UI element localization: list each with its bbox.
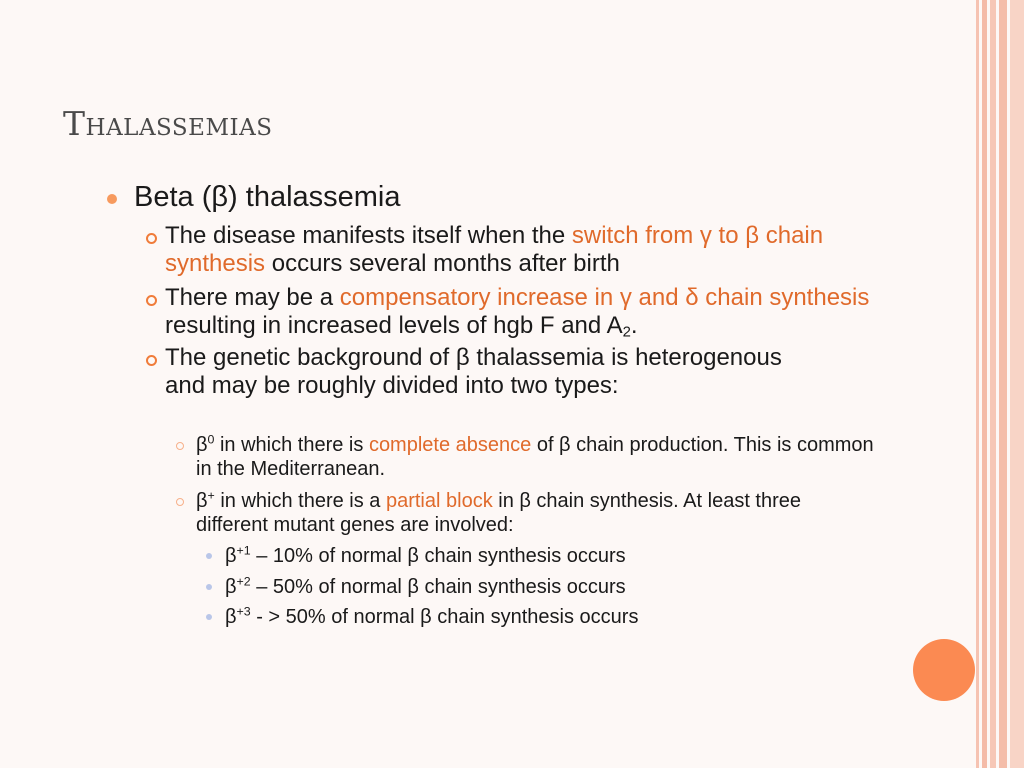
beta-symbol: β [196,434,208,456]
bullet-text: – 10% of normal β chain synthesis occurs [250,545,626,567]
bullet-text: - > 50% of normal β chain synthesis occurs [250,606,639,628]
bullet-level4 [225,575,626,599]
highlight-text: switch from γ to β chain synthesis [165,222,824,277]
bullet-level4 [225,605,638,629]
beta-symbol: β [196,490,208,512]
superscript: 0 [207,432,215,447]
bullet-level2 [165,222,885,278]
bullet-level2-icon [146,355,157,366]
bullet-level3-icon [176,442,184,450]
bullet-level4 [225,544,626,568]
beta-symbol: β [225,576,237,598]
bullet-text: . [630,312,638,339]
bullet-text: occurs several months after birth [265,250,620,277]
bullet-level2 [165,284,885,340]
bullet-text: The genetic background of β thalassemia is heterogenous and may be roughly divided into two types: [165,344,782,399]
beta-symbol: β [225,606,237,628]
decor-stripe [982,0,987,768]
bullet-level2-icon [146,295,157,306]
bullet-level4-icon [206,614,212,620]
superscript: +3 [236,604,251,619]
slide-title: Thalassemias [63,104,273,143]
bullet-level1 [134,180,401,214]
bullet-level4-icon [206,553,212,559]
bullet-text: There may be a [165,284,340,311]
bullet-text: in which there is a [214,490,386,512]
highlight-text: complete absence [368,434,532,456]
beta-symbol: β [225,545,237,567]
decor-stripe [990,0,996,768]
highlight-text: partial block [385,490,493,512]
bullet-text: resulting in increased levels of hgb F and A [165,312,623,339]
subscript: 2 [622,324,631,341]
bullet-level1-icon [107,194,117,204]
decor-stripe [999,0,1007,768]
bullet-level4-icon [206,584,212,590]
bullet-level2 [165,344,805,400]
superscript: +1 [236,543,251,558]
bullet-level3 [196,489,856,537]
bullet-level3 [196,433,886,481]
bullet-level1-text: Beta (β) thalassemia [134,181,401,213]
bullet-level3-icon [176,498,184,506]
bullet-text: of β chain production. This is common in the Mediterranean. [196,434,874,480]
bullet-level2-icon [146,233,157,244]
bullet-text: – 50% of normal β chain synthesis occurs [250,576,626,598]
highlight-text: compensatory increase in γ and δ chain synthesis [339,284,870,311]
superscript: + [207,488,215,503]
decor-stripe [1010,0,1024,768]
bullet-text: in which there is [214,434,369,456]
bullet-text: in β chain synthesis. At least three different mutant genes are involved: [196,490,802,536]
superscript: +2 [236,574,251,589]
decor-stripe [976,0,979,768]
bullet-text: The disease manifests itself when the [165,222,572,249]
